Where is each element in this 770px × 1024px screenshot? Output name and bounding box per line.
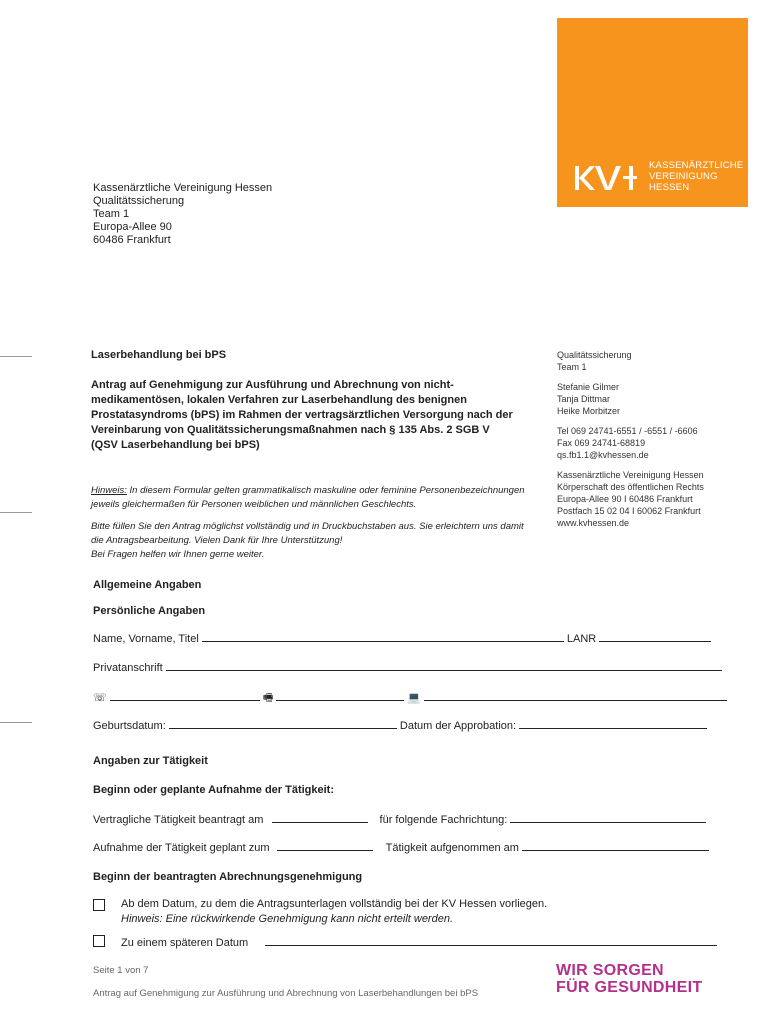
instruction-1: Bitte füllen Sie den Antrag möglichst vollständig und in Druckbuchstaben aus. Sie erleichtern uns damit die Antragsbearbeitung. Vielen Dank für Ihre Unterstützung! <box>91 521 524 546</box>
logo-line-3: HESSEN <box>649 182 690 193</box>
option1-hint: Hinweis: Eine rückwirkende Genehmigung kann nicht erteilt werden. <box>121 913 454 925</box>
instruction-2: Bei Fragen helfen wir Ihnen gerne weiter. <box>91 549 265 560</box>
contact-person-3: Heike Morbitzer <box>557 406 621 416</box>
specialty-label: für folgende Fachrichtung: <box>379 814 508 826</box>
section-start: Beginn oder geplante Aufnahme der Tätigkeit: <box>93 784 335 796</box>
option1-checkbox[interactable] <box>93 899 105 911</box>
option2-checkbox[interactable] <box>93 935 105 947</box>
contact-fax: Fax 069 24741-68819 <box>557 438 646 448</box>
contact-tel: Tel 069 24741-6551 / -6551 / -6606 <box>557 426 698 436</box>
contact-email[interactable]: qs.fb1.1@kvhessen.de <box>557 450 649 460</box>
recipient-line-2: Qualitätssicherung <box>93 195 185 207</box>
section-personal: Persönliche Angaben <box>93 605 206 617</box>
hint-label: Hinweis: <box>91 485 127 496</box>
birth-field[interactable] <box>169 718 397 729</box>
contact-org-1: Kassenärztliche Vereinigung Hessen <box>557 470 704 480</box>
doc-title-short: Laserbehandlung bei bPS <box>91 349 227 361</box>
gender-hint <box>91 484 529 512</box>
slogan <box>556 962 702 996</box>
slogan-line-1: WIR SORGEN <box>556 962 664 979</box>
page-number: Seite 1 von 7 <box>93 965 149 976</box>
logo-line-2: VEREINIGUNG <box>649 171 718 182</box>
lanr-label: LANR <box>566 633 597 645</box>
doc-title-long: Antrag auf Genehmigung zur Ausführung und Abrechnung von nicht-medikamentösen, lokalen Verfahren zur Laserbehandlung des benignen Prostatasyndroms (bPS) im Rahmen der vertragsärztlichen Versorgung nach der Vereinbarung von Qualitätssicherungsmaßnahmen nach § 135 Abs. 2 SGB V (QSV Laserbehandlung bei bPS) <box>91 379 513 451</box>
option2-text: Zu einem späteren Datum <box>121 937 249 949</box>
approbation-field[interactable] <box>519 718 707 729</box>
started-date-field[interactable] <box>522 840 709 851</box>
kv-hessen-logo <box>557 18 748 207</box>
fold-mark <box>0 356 32 357</box>
slogan-line-2: FÜR GESUNDHEIT <box>556 979 703 996</box>
fax-icon: 🖷 <box>262 692 274 704</box>
fax-field[interactable] <box>276 690 404 701</box>
started-label: Tätigkeit aufgenommen am <box>385 842 519 854</box>
address-field[interactable] <box>166 660 722 671</box>
hint-text: In diesem Formular gelten grammatikalisch maskuline oder feminine Personenbezeichnungen jeweils gleichermaßen für Personen weiblichen und männlichen Geschlechts. <box>91 485 525 510</box>
contact-person-1: Stefanie Gilmer <box>557 382 620 392</box>
instructions <box>91 520 531 562</box>
start-row <box>93 840 709 854</box>
contact-org-3: Europa-Allee 90 I 60486 Frankfurt <box>557 494 693 504</box>
recipient-address <box>93 182 272 247</box>
contact-dept: Qualitätssicherung <box>557 350 632 360</box>
option1-text: Ab dem Datum, zu dem die Antragsunterlagen vollständig bei der KV Hessen vorliegen. <box>121 898 548 910</box>
contact-block <box>557 349 757 529</box>
later-date-field[interactable] <box>265 935 717 946</box>
kv-logo-mark-icon <box>575 163 645 193</box>
recipient-line-3: Team 1 <box>93 208 130 220</box>
option2-row <box>121 935 717 949</box>
contact-org-4: Postfach 15 02 04 I 60062 Frankfurt <box>557 506 701 516</box>
contract-date-field[interactable] <box>272 812 368 823</box>
specialty-field[interactable] <box>510 812 706 823</box>
birth-label: Geburtsdatum: <box>93 720 166 732</box>
name-label: Name, Vorname, Titel <box>93 633 199 645</box>
logo-text <box>649 160 743 193</box>
contact-web[interactable]: www.kvhessen.de <box>557 518 630 528</box>
fold-mark <box>0 512 32 513</box>
fold-mark <box>0 722 32 723</box>
name-field[interactable] <box>202 631 564 642</box>
recipient-line-1: Kassenärztliche Vereinigung Hessen <box>93 182 273 194</box>
recipient-line-4: Europa-Allee 90 <box>93 221 172 233</box>
section-general: Allgemeine Angaben <box>93 579 202 591</box>
address-label: Privatanschrift <box>93 662 163 674</box>
phone-icon: ☏ <box>93 692 107 704</box>
phone-field[interactable] <box>110 690 260 701</box>
dates-row <box>93 718 707 732</box>
contact-org-2: Körperschaft des öffentlichen Rechts <box>557 482 704 492</box>
start-date-field[interactable] <box>277 840 373 851</box>
name-row <box>93 631 711 645</box>
logo-line-1: KASSENÄRZTLICHE <box>649 160 744 171</box>
approbation-label: Datum der Approbation: <box>399 720 517 732</box>
contract-row <box>93 812 706 826</box>
lanr-field[interactable] <box>599 631 711 642</box>
section-billing: Beginn der beantragten Abrechnungsgenehmigung <box>93 871 363 883</box>
section-activity: Angaben zur Tätigkeit <box>93 755 208 767</box>
recipient-line-5: 60486 Frankfurt <box>93 234 171 246</box>
address-row <box>93 660 722 674</box>
contact-person-2: Tanja Dittmar <box>557 394 611 404</box>
contract-label: Vertragliche Tätigkeit beantragt am <box>93 814 264 826</box>
email-icon: 💻 <box>407 692 422 704</box>
email-field[interactable] <box>424 690 727 701</box>
footer-doc-title: Antrag auf Genehmigung zur Ausführung und Abrechnung von Laserbehandlungen bei bPS <box>93 988 479 999</box>
start-label: Aufnahme der Tätigkeit geplant zum <box>93 842 270 854</box>
contact-team: Team 1 <box>557 362 587 372</box>
contact-fields-row <box>93 689 727 708</box>
